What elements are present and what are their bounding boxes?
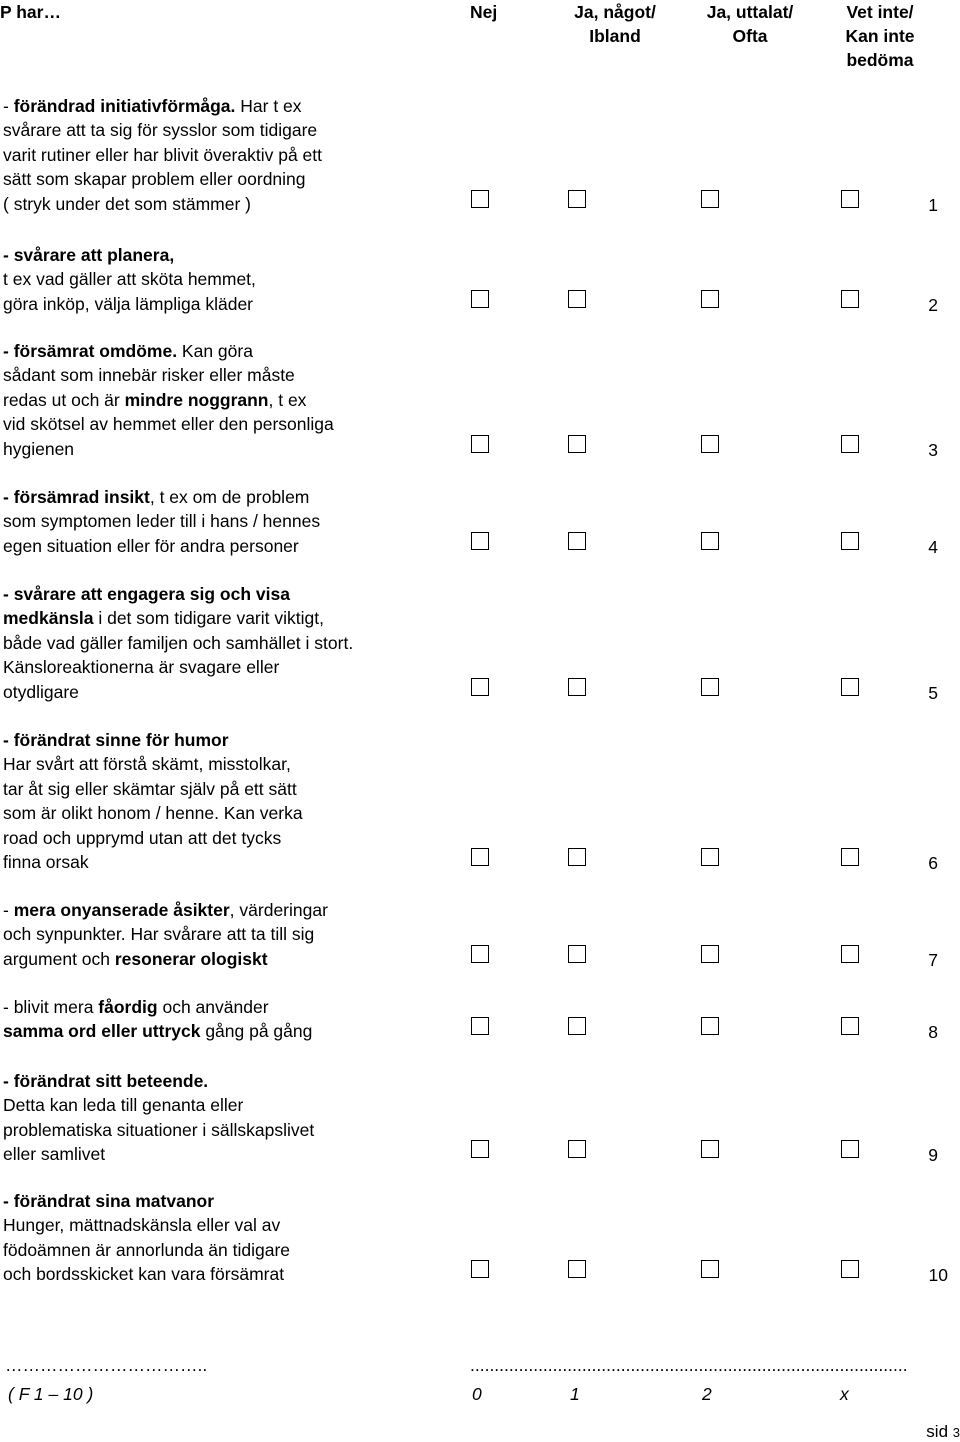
question-line (3, 143, 463, 167)
question-text-segment: födoämnen är annorlunda än tidigare (3, 1239, 291, 1260)
question-line (3, 1238, 463, 1262)
question-line (3, 94, 463, 118)
question-text-segment: - försämrad insikt (3, 487, 150, 507)
question-text-segment: argument och (3, 948, 115, 969)
item-number: 1 (928, 194, 938, 215)
checkbox-ibland[interactable] (568, 678, 586, 696)
checkbox-nej[interactable] (471, 678, 489, 696)
question-text-segment: medkänsla (3, 608, 94, 629)
question-text-segment: Känsloreaktionerna är svagare eller (3, 657, 280, 678)
question-line (3, 292, 463, 316)
checkbox-nej[interactable] (471, 848, 489, 866)
question-text-segment: som symptomen leder till i hans / hennes (3, 511, 321, 532)
question-text-segment: ( stryk under det som stämmer ) (3, 193, 251, 214)
question-text-segment: fåordig (98, 997, 158, 1017)
checkbox-ibland[interactable] (568, 1260, 586, 1278)
question-line (3, 1142, 463, 1166)
checkbox-ofta[interactable] (701, 945, 719, 963)
question-text-segment: Har t ex (235, 96, 302, 116)
col-header-ofta-line2: Ofta (732, 26, 768, 46)
question-line (3, 509, 463, 533)
item-number: 7 (928, 949, 938, 970)
question-line (3, 412, 463, 436)
question-line (3, 1189, 463, 1213)
question-text-segment: Hunger, mättnadskänsla eller val av (3, 1215, 281, 1236)
col-header-vet-inte-line3: bedöma (846, 50, 914, 70)
checkbox-ibland[interactable] (568, 190, 586, 208)
footer-dots-right: .......................................................................................... (470, 1355, 908, 1375)
question-text-segment: t ex vad gäller att sköta hemmet, (3, 269, 256, 290)
question-text-segment: varit rutiner eller har blivit överaktiv på ett (3, 144, 323, 165)
question-text-segment: , t ex om de problem (149, 487, 310, 507)
question-line (3, 1262, 463, 1286)
question-item-text (3, 995, 463, 1044)
question-line (3, 995, 463, 1019)
checkbox-ibland[interactable] (568, 1140, 586, 1158)
question-line (3, 680, 463, 704)
item-number: 2 (928, 294, 938, 315)
item-number: 3 (928, 439, 938, 460)
question-line (3, 752, 463, 776)
checkbox-vet-inte[interactable] (841, 945, 859, 963)
col-header-vet-inte-line1: Vet inte/ (846, 2, 914, 22)
checkbox-ofta[interactable] (701, 1017, 719, 1035)
question-text-segment: och synpunkter. Har svårare att ta till sig (3, 924, 315, 945)
question-text-segment: förändrad initiativförmåga. (13, 96, 236, 116)
checkbox-ibland[interactable] (568, 1017, 586, 1035)
page-label: sid (926, 1422, 949, 1441)
question-text-segment: hygienen (3, 438, 75, 459)
checkbox-vet-inte[interactable] (841, 1260, 859, 1278)
question-line (3, 1069, 463, 1093)
question-line (3, 388, 463, 412)
item-number: 5 (928, 682, 938, 703)
question-line (3, 631, 463, 655)
checkbox-ofta[interactable] (701, 435, 719, 453)
question-item-text (3, 485, 463, 558)
question-item-text (3, 728, 463, 874)
question-text-segment: Detta kan leda till genanta eller (3, 1095, 244, 1116)
question-text-segment: sätt som skapar problem eller oordning (3, 169, 306, 190)
item-number: 4 (928, 536, 938, 557)
checkbox-vet-inte[interactable] (841, 1140, 859, 1158)
item-number: 6 (928, 853, 938, 873)
question-line (3, 534, 463, 558)
question-text-segment: sådant som innebär risker eller måste (3, 365, 295, 386)
question-line (3, 192, 463, 216)
question-text-segment: - blivit mera (3, 997, 99, 1017)
checkbox-ofta[interactable] (701, 1260, 719, 1278)
question-item-text (3, 94, 463, 216)
question-text-segment: , t ex (268, 389, 307, 410)
question-text-segment: tar åt sig eller skämtar själv på ett sätt (3, 778, 297, 799)
question-text-segment: - (3, 96, 14, 116)
checkbox-nej[interactable] (471, 1260, 489, 1278)
col-header-ofta-line1: Ja, uttalat/ (706, 2, 794, 22)
question-text-segment: i det som tidigare varit viktigt, (93, 608, 324, 629)
question-text-segment: problematiska situationer i sällskapslivet (3, 1119, 315, 1140)
checkbox-ofta[interactable] (701, 848, 719, 866)
question-text-segment: eller samlivet (3, 1144, 106, 1165)
question-line (3, 118, 463, 142)
question-line (3, 267, 463, 291)
question-line (3, 167, 463, 191)
footer-score-2: 2 (702, 1384, 712, 1404)
checkbox-ibland[interactable] (568, 945, 586, 963)
checkbox-nej[interactable] (471, 1017, 489, 1035)
question-item-text (3, 1189, 463, 1287)
col-header-ibland (560, 0, 670, 48)
footer-dots-left: …………………………….. (5, 1355, 208, 1375)
checkbox-vet-inte[interactable] (841, 290, 859, 308)
checkbox-ofta[interactable] (701, 678, 719, 696)
question-line (3, 582, 463, 606)
question-line (3, 777, 463, 801)
checkbox-ofta[interactable] (701, 1140, 719, 1158)
question-line (3, 485, 463, 509)
question-text-segment: - svårare att engagera sig och visa (3, 584, 290, 604)
question-text-segment: mindre noggrann (124, 389, 269, 410)
question-text-segment: - försämrat omdöme. (3, 341, 178, 361)
checkbox-vet-inte[interactable] (841, 532, 859, 550)
question-line (3, 801, 463, 825)
question-line (3, 850, 463, 874)
checkbox-ofta[interactable] (701, 290, 719, 308)
question-line (3, 1019, 463, 1043)
question-text-segment: Kan göra (177, 341, 253, 361)
question-line (3, 339, 463, 363)
col-header-vet-inte (830, 0, 930, 72)
question-text-segment: - förändrat sitt beteende. (3, 1071, 209, 1091)
checkbox-nej[interactable] (471, 945, 489, 963)
question-text-segment: - förändrat sinne för humor (3, 730, 229, 750)
checkbox-ofta[interactable] (701, 190, 719, 208)
checkbox-ibland[interactable] (568, 290, 586, 308)
question-line (3, 728, 463, 752)
question-text-segment: egen situation eller för andra personer (3, 535, 299, 556)
checkbox-ofta[interactable] (701, 532, 719, 550)
col-header-ibland-line2: Ibland (589, 26, 641, 46)
question-line (3, 898, 463, 922)
question-text-segment: - (3, 900, 14, 920)
checkbox-nej[interactable] (471, 190, 489, 208)
question-item-text (3, 582, 463, 704)
checkbox-ibland[interactable] (568, 435, 586, 453)
footer-range-label: ( F 1 – 10 ) (8, 1384, 94, 1404)
checkbox-vet-inte[interactable] (841, 1017, 859, 1035)
question-item-text (3, 898, 463, 971)
question-text-segment: som är olikt honom / henne. Kan verka (3, 803, 303, 824)
question-text-segment: göra inköp, välja lämpliga kläder (3, 293, 253, 314)
col-header-ibland-line1: Ja, något/ (574, 2, 656, 22)
item-number: 9 (928, 1145, 938, 1166)
question-text-segment: resonerar ologiskt (114, 948, 268, 969)
checkbox-ibland[interactable] (568, 532, 586, 550)
page-title: P har… (0, 2, 61, 22)
checkbox-nej[interactable] (471, 435, 489, 453)
checkbox-nej[interactable] (471, 290, 489, 308)
question-text-segment: - förändrat sina matvanor (3, 1191, 215, 1211)
question-line (3, 1093, 463, 1117)
question-line (3, 243, 463, 267)
item-number: 8 (928, 1022, 938, 1043)
question-text-segment: och bordsskicket kan vara försämrat (3, 1264, 285, 1285)
question-text-segment: samma ord eller uttryck (3, 1021, 201, 1042)
footer-score-1: 1 (570, 1384, 580, 1404)
question-line (3, 363, 463, 387)
page-number-value: 3 (952, 1425, 960, 1440)
checkbox-vet-inte[interactable] (841, 848, 859, 866)
checkbox-nej[interactable] (471, 532, 489, 550)
question-text-segment: - svårare att planera, (3, 245, 175, 265)
question-line (3, 922, 463, 946)
question-text-segment: svårare att ta sig för sysslor som tidigare (3, 120, 318, 141)
question-text-segment: mera onyanserade åsikter (13, 900, 230, 920)
question-text-segment: , värderingar (229, 900, 328, 920)
question-text-segment: Har svårt att förstå skämt, misstolkar, (3, 754, 291, 775)
question-line (3, 655, 463, 679)
question-item-text (3, 339, 463, 461)
question-text-segment: både vad gäller familjen och samhället i stort. (3, 632, 354, 653)
item-number: 10 (928, 1265, 948, 1286)
checkbox-vet-inte[interactable] (841, 678, 859, 696)
question-item-text (3, 243, 463, 316)
question-line (3, 947, 463, 971)
checkbox-ibland[interactable] (568, 848, 586, 866)
question-line (3, 1213, 463, 1237)
question-text-segment: gång på gång (200, 1021, 313, 1042)
question-line (3, 437, 463, 461)
question-text-segment: redas ut och är (3, 389, 125, 410)
question-item-text (3, 1069, 463, 1167)
footer-score-0: 0 (472, 1384, 482, 1404)
question-text-segment: road och upprymd utan att det tycks (3, 827, 282, 848)
question-text-segment: vid skötsel av hemmet eller den personliga (3, 414, 334, 435)
checkbox-nej[interactable] (471, 1140, 489, 1158)
checkbox-vet-inte[interactable] (841, 435, 859, 453)
question-line (3, 826, 463, 850)
question-text-segment: och använder (157, 997, 269, 1017)
checkbox-vet-inte[interactable] (841, 190, 859, 208)
footer-score-x: x (840, 1384, 849, 1404)
question-text-segment: finna orsak (3, 852, 89, 873)
question-line (3, 606, 463, 630)
col-header-vet-inte-line2: Kan inte (845, 26, 915, 46)
question-line (3, 1118, 463, 1142)
col-header-ofta (690, 0, 810, 48)
page-number (926, 1422, 960, 1442)
col-header-nej: Nej (470, 2, 498, 22)
question-text-segment: otydligare (3, 681, 79, 702)
